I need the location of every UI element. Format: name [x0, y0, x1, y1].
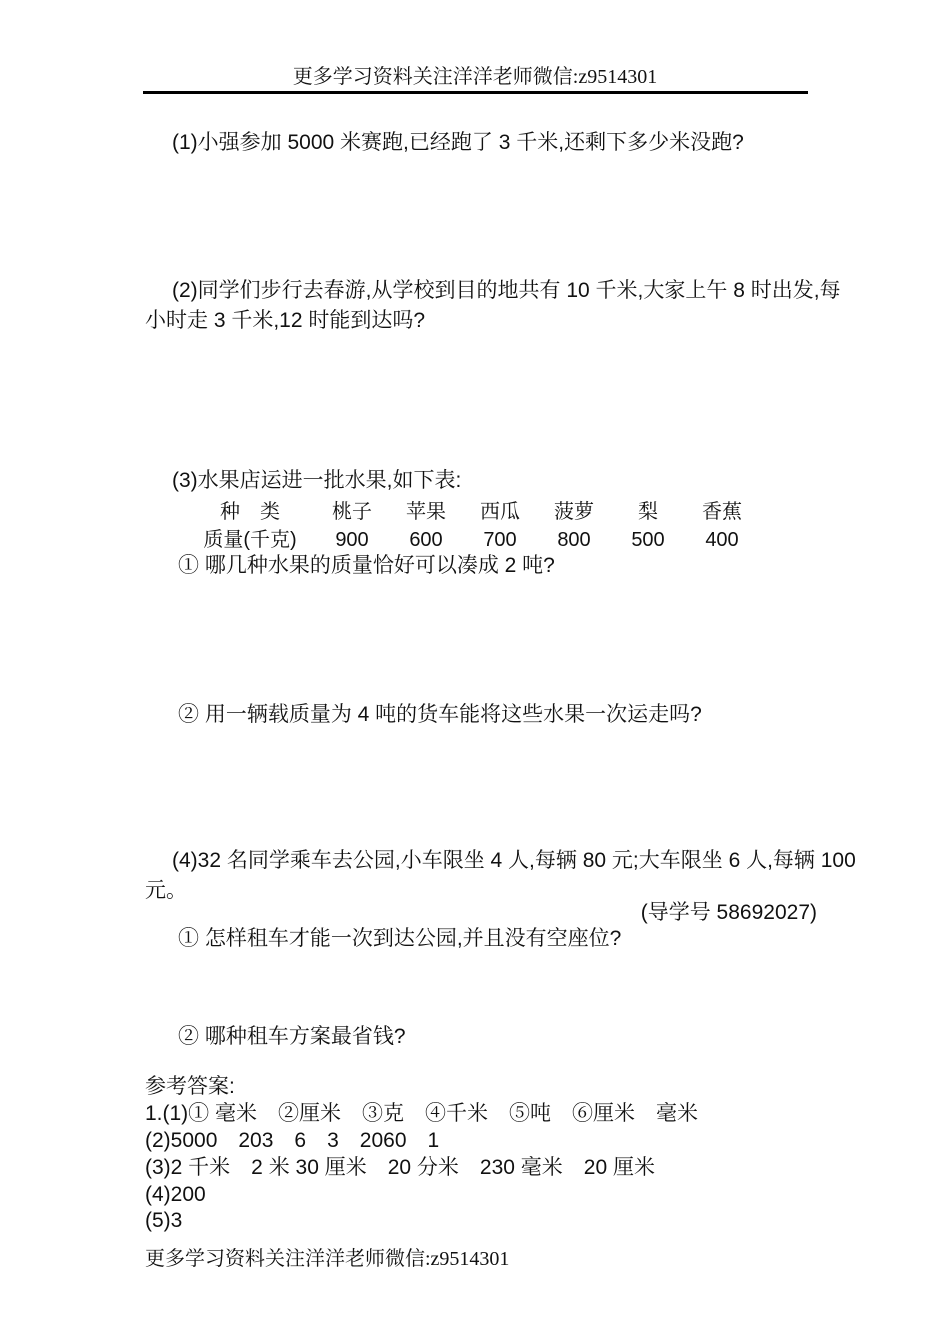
question-2-line1: (2)同学们步行去春游,从学校到目的地共有 10 千米,大家上午 8 时出发,每	[172, 279, 841, 302]
table-weight-cell: 500	[631, 529, 665, 551]
table-weight-cell: 600	[409, 529, 443, 551]
question-4-line2: 元。	[145, 879, 187, 902]
answer-line-5: (5)3	[145, 1209, 183, 1232]
table-weight-cell: 800	[557, 529, 591, 551]
answer-line-1: 1.(1)① 毫米 ②厘米 ③克 ④千米 ⑤吨 ⑥厘米 毫米	[145, 1102, 699, 1125]
table-kind-cell: 苹果	[406, 501, 446, 523]
question-3-intro: (3)水果店运进一批水果,如下表:	[172, 469, 462, 492]
question-4-sub1: ① 怎样租车才能一次到达公园,并且没有空座位?	[178, 927, 622, 950]
question-4-sub2: ② 哪种租车方案最省钱?	[178, 1025, 406, 1048]
fruit-table	[185, 498, 759, 554]
table-kind-cell: 梨	[638, 501, 658, 523]
table-row1-label: 种 类	[220, 501, 280, 523]
answer-line-2: (2)5000 203 6 3 2060 1	[145, 1129, 440, 1152]
table-row2-label: 质量(千克)	[203, 529, 297, 551]
table-weight-cell: 700	[483, 529, 517, 551]
table-kind-cell: 菠萝	[554, 501, 594, 523]
question-2-line2: 小时走 3 千米,12 时能到达吗?	[145, 309, 426, 332]
table-kind-cell: 西瓜	[480, 501, 520, 523]
question-3-sub1: ① 哪几种水果的质量恰好可以凑成 2 吨?	[178, 554, 555, 577]
answers-title: 参考答案:	[145, 1075, 235, 1098]
answer-line-3: (3)2 千米 2 米 30 厘米 20 分米 230 毫米 20 厘米	[145, 1156, 655, 1179]
table-kind-cell: 桃子	[332, 501, 372, 523]
answer-line-4: (4)200	[145, 1183, 206, 1206]
header-rule	[143, 91, 808, 94]
question-3-sub2: ② 用一辆载质量为 4 吨的货车能将这些水果一次运走吗?	[178, 703, 702, 726]
question-4-line1: (4)32 名同学乘车去公园,小车限坐 4 人,每辆 80 元;大车限坐 6 人,每辆 100	[172, 849, 856, 872]
guide-number: (导学号 58692027)	[640, 901, 817, 924]
page-footer-watermark: 更多学习资料关注洋洋老师微信:z9514301	[145, 1248, 510, 1270]
table-weight-cell: 900	[335, 529, 369, 551]
table-weight-cell: 400	[705, 529, 739, 551]
table-kind-cell: 香蕉	[702, 501, 742, 523]
page-header-watermark: 更多学习资料关注洋洋老师微信:z9514301	[292, 66, 658, 88]
question-1: (1)小强参加 5000 米赛跑,已经跑了 3 千米,还剩下多少米没跑?	[172, 131, 744, 154]
